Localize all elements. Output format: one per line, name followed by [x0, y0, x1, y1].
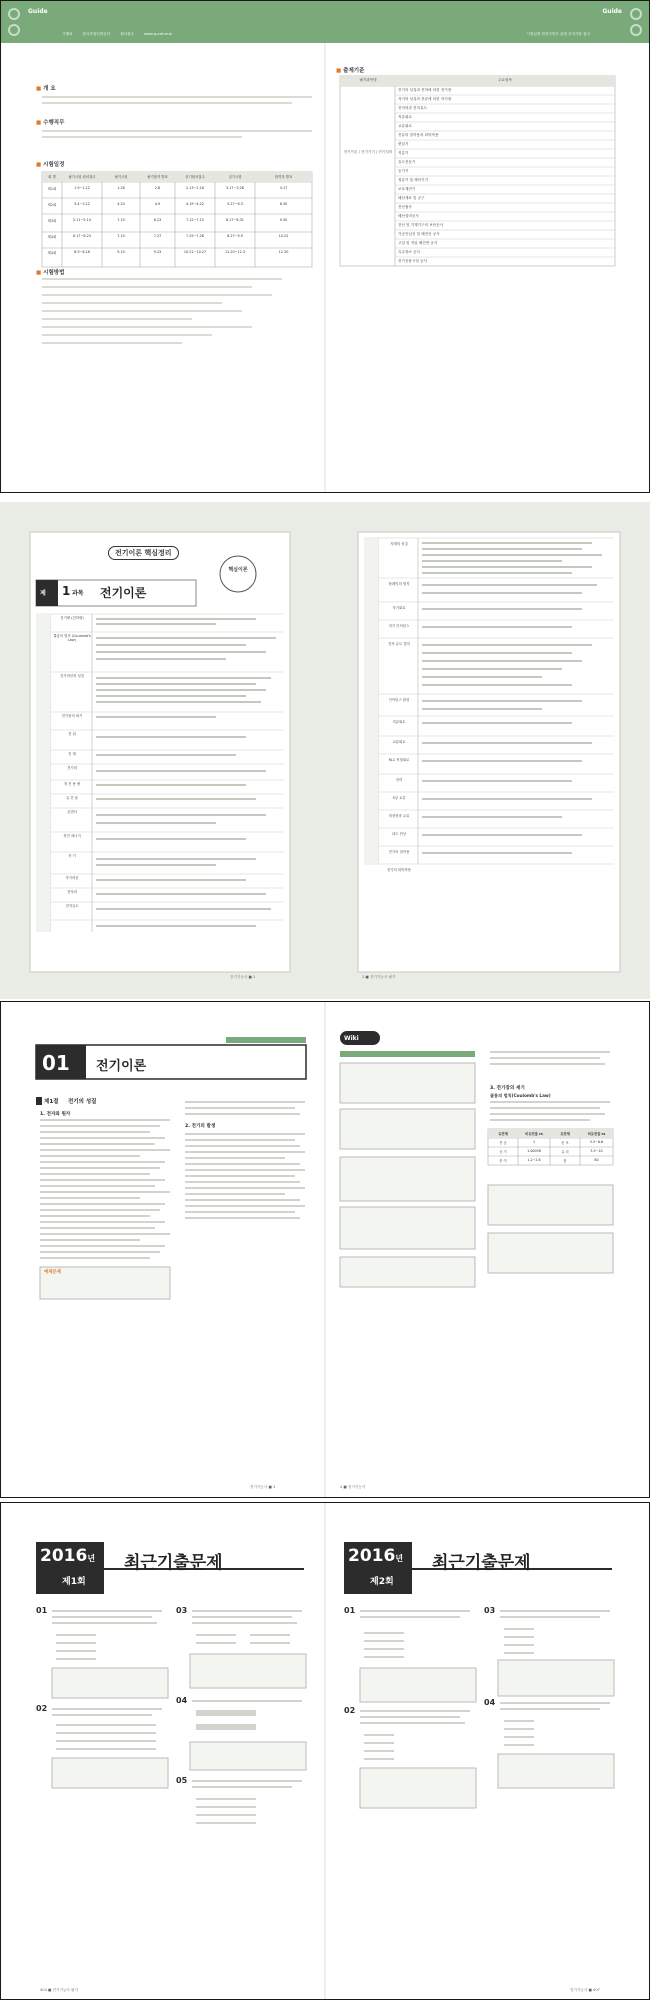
chapter-number: 01 — [42, 1051, 70, 1075]
core-topic-label: 전기력선의 성질 — [59, 674, 84, 678]
core-badge: 전기이론 핵심정리 — [108, 546, 179, 560]
section-duties-label: 수행직무 — [43, 120, 65, 126]
exam-round-right: 제2회 — [370, 1577, 394, 1587]
schedule-cell: 2.8 — [154, 186, 161, 190]
exam-spread-art — [0, 1502, 650, 2000]
permittivity-cell: 운 모 — [561, 1141, 569, 1145]
subject-group: 전기이론 / 전기기기 / 전기설비 — [343, 150, 393, 154]
page-footer-left: 404 ■ 전기기능사 필기 — [40, 1988, 78, 1992]
wiki-badge: Wiki — [344, 1035, 359, 1042]
schedule-cell: 3.17~3.28 — [226, 186, 244, 190]
schedule-cell: 7.27 — [153, 234, 162, 238]
subject-item: 특수장소 공사 — [398, 250, 420, 254]
core-topic-label: 유 전 율 — [66, 796, 78, 800]
permittivity-cell: 1.00058 — [527, 1149, 541, 1153]
subject-item: 자기의 성질과 전류에 의한 자기장 — [398, 97, 452, 101]
schedule-col: 필기시험 — [114, 175, 128, 179]
schedule-cell: 제3회 — [47, 219, 57, 223]
schedule-cell: 11.20~12.3 — [224, 250, 246, 254]
core-topic-label: 3상 교류 — [392, 796, 406, 800]
guide-spread-art — [0, 0, 650, 493]
core-topic-label: 전기력 — [67, 766, 77, 770]
core-topic-label: 전력 — [395, 778, 403, 782]
schedule-col: 실기시험 — [228, 175, 242, 179]
schedule-cell: 4.9 — [154, 202, 161, 206]
core-topic-label: 전기의 화학작용 — [386, 868, 411, 872]
permittivity-cell: 비유전율 εs — [587, 1132, 606, 1136]
schedule-cell: 7.12~7.15 — [186, 218, 204, 222]
permittivity-cell: 진 공 — [499, 1141, 507, 1145]
page-footer-left: 전기기능사 ■ 1 — [230, 975, 256, 979]
question-number: 02 — [344, 1706, 356, 1715]
schedule-row — [42, 186, 312, 191]
exam-year-left-num: 2016 — [40, 1546, 88, 1566]
page-footer-right: 4 ■ 전기기능사 — [340, 1485, 366, 1489]
section-title: 전기의 성질 — [68, 1099, 97, 1105]
schedule-cell: 10.21~10.27 — [183, 250, 207, 254]
core-topic-label: 과도 현상 — [391, 832, 407, 836]
spread-guide — [0, 0, 650, 493]
permittivity-cell: 유전체 — [498, 1132, 508, 1136]
core-topic-label: 콘덴서 — [67, 810, 77, 814]
schedule-cell: 6.17~6.23 — [73, 234, 91, 238]
spread-chapter-theory — [0, 1001, 650, 1498]
section-schedule: ■ 시험일정 — [36, 162, 65, 168]
subject-item: 배선설비공사 — [398, 214, 419, 218]
question-number: 01 — [344, 1606, 356, 1615]
heading-2: 2. 전기의 발생 — [185, 1124, 216, 1129]
subject-item: 배선재료 및 공구 — [398, 196, 425, 200]
spread-core-summary — [0, 502, 650, 999]
core-topic-label: 비정현파 교류 — [388, 814, 410, 818]
core-topic-label: 전자유도 — [65, 904, 79, 908]
core-topic-label: 전자력 — [67, 890, 77, 894]
core-topic-label: 정전 에너지 — [63, 834, 81, 838]
schedule-col: 합격자 발표 — [274, 175, 293, 179]
schedule-cell: 제2회 — [47, 203, 57, 207]
exam-year-left — [40, 1546, 95, 1566]
section-method-label: 시험방법 — [43, 270, 65, 276]
exam-year-right — [348, 1546, 403, 1566]
core-topic-label: 정 전 용 량 — [63, 782, 81, 786]
heading-3: 3. 전기장의 세기 — [490, 1086, 525, 1091]
subject-item: 전선 및 기계기구의 보안공사 — [398, 223, 444, 227]
question-number: 04 — [484, 1698, 496, 1707]
schedule-row — [42, 234, 312, 239]
schedule-cell: 9.23 — [153, 250, 162, 254]
subjects-head-2: 주요항목 — [498, 78, 512, 82]
schedule-cell: 1.26 — [117, 186, 125, 190]
schedule-cell: 8.17~8.31 — [226, 218, 244, 222]
chapter-title: 전기이론 — [100, 586, 147, 600]
permittivity-cell: 비유전율 εs — [525, 1132, 543, 1136]
schedule-cell: 제4회 — [47, 251, 57, 255]
core-topic-label: 전기장의 세기 — [61, 714, 83, 718]
subject-item: 직류회로 — [398, 115, 412, 119]
permittivity-cell: 1.2~2.6 — [527, 1158, 541, 1162]
permittivity-cell: 유 리 — [561, 1150, 569, 1154]
core-topic-label: 전 계 — [68, 752, 76, 756]
permittivity-cell: 5.5~6.6 — [589, 1140, 604, 1144]
core-topic-label: 직류회로 — [392, 720, 406, 724]
spread-past-exams — [0, 1502, 650, 2000]
guide-tab-left: Guide — [28, 8, 48, 15]
schedule-row — [42, 218, 312, 223]
subject-item: 전기의 성질과 전하에 의한 전기장 — [398, 88, 452, 92]
subject-item: 가공인입선 및 배전선 공사 — [398, 232, 440, 236]
permittivity-cell: 공 기 — [499, 1150, 507, 1154]
schedule-cell: 2.13~2.16 — [186, 186, 204, 190]
exam-year-right-suffix: 년 — [395, 1554, 404, 1563]
chapter-label: 제 — [40, 590, 46, 597]
theory-spread-art — [0, 1001, 650, 1498]
schedule-cell: 8.9~8.16 — [74, 250, 90, 254]
subject-item: 고압 및 저압 배전반 공사 — [398, 241, 438, 245]
summary-spread-art — [0, 502, 650, 999]
section-subjects-label: 출제기준 — [343, 68, 365, 74]
schedule-cell: 5.11~5.14 — [73, 218, 91, 222]
core-topic-label: 플레밍의 법칙 — [388, 582, 410, 586]
schedule-col: 필기합격 발표 — [147, 175, 168, 179]
page-footer-right: 2 ■ 전기기능사 필기 — [362, 975, 396, 979]
page-footer-right: 전기기능사 ■ 407 — [570, 1988, 600, 1992]
core-topic-label: 전기량 (전하량) — [60, 616, 84, 620]
schedule-cell: 5.27~6.3 — [227, 202, 243, 206]
subject-item: 전선접속 — [398, 205, 412, 209]
section-tag: 제1절 — [44, 1099, 59, 1105]
core-topic-label: 자기력선 — [65, 876, 79, 880]
permittivity-row — [488, 1140, 613, 1145]
core-topic-label: 쿨롱의 법칙 (Coulomb's Law) — [53, 634, 91, 642]
subject-item: 전기응용시설 공사 — [398, 259, 427, 263]
core-topic-label: 자기회로 — [392, 606, 406, 610]
exam-title-right: 최근기출문제 — [432, 1553, 531, 1573]
question-number: 02 — [36, 1704, 48, 1713]
schedule-cell: 7.10 — [117, 234, 125, 238]
header-item: 원서접수 — [120, 32, 135, 36]
schedule-cell: 6.30 — [279, 202, 288, 206]
schedule-cell: 4.17 — [279, 186, 288, 190]
section-schedule-label: 시험일정 — [43, 162, 65, 168]
exam-round-left: 제1회 — [62, 1577, 86, 1587]
coulomb-heading: 쿨롱의 법칙(Coulomb's Law) — [490, 1093, 551, 1098]
schedule-col: 필기시험 원서접수 — [68, 175, 96, 179]
schedule-cell: 제4회 — [47, 235, 57, 239]
core-topic-label: 교류회로 — [392, 740, 406, 744]
permittivity-row — [488, 1158, 613, 1163]
subject-item: 정류기 및 제어기기 — [398, 178, 429, 182]
schedule-cell: 7.25~7.28 — [186, 234, 204, 238]
schedule-cell: 4.24 — [117, 202, 125, 206]
schedule-cell: 12.30 — [278, 250, 289, 254]
permittivity-cell: 유전체 — [560, 1132, 570, 1136]
heading-1: 1. 전자와 원자 — [40, 1112, 71, 1117]
permittivity-cell: 종 이 — [499, 1159, 507, 1163]
core-stamp: 핵심이론 — [228, 567, 248, 573]
schedule-col: 회 별 — [48, 175, 56, 179]
subject-item: 교류회로 — [398, 124, 412, 128]
permittivity-row — [488, 1131, 613, 1136]
chapter-title: 전기이론 — [96, 1059, 147, 1074]
section-method: ■ 시험방법 — [36, 270, 65, 276]
question-number: 03 — [176, 1606, 188, 1615]
schedule-cell: 9.10 — [117, 250, 125, 254]
header-item: 한국산업인력공단 — [82, 32, 111, 36]
subject-item: 유도전동기 — [398, 160, 416, 164]
subject-item: 변압기 — [398, 142, 409, 146]
subject-item: 동기기 — [398, 169, 409, 173]
schedule-cell: 8.27~9.9 — [227, 234, 243, 238]
schedule-row — [42, 202, 312, 207]
schedule-cell: 제1회 — [47, 187, 57, 191]
section-overview: ■ 개 요 — [36, 86, 56, 92]
core-topic-label: 자기 인덕턴스 — [388, 624, 410, 628]
core-topic-label: 자계의 성질 — [390, 542, 408, 546]
schedule-cell: 7.10 — [117, 218, 125, 222]
subject-item: 직류기 — [398, 151, 409, 155]
chapter-suffix: 과목 — [72, 590, 84, 597]
question-number: 03 — [484, 1606, 496, 1615]
permittivity-cell: 물 — [563, 1159, 567, 1163]
guide-tab-right: Guide — [602, 8, 622, 15]
core-topic-label: 인덕턴스 합성 — [388, 698, 410, 702]
schedule-col: 실기원서접수 — [185, 175, 205, 179]
core-topic-label: 전자 유도 법칙 — [388, 642, 410, 646]
subject-item: 보호계전기 — [398, 187, 416, 191]
subjects-head-1: 필기과목명 — [359, 78, 377, 82]
section-duties: ■ 수행직무 — [36, 120, 65, 126]
header-item: www.q-net.or.kr — [144, 32, 173, 36]
section-subjects: ■ 출제기준 — [336, 68, 365, 74]
permittivity-cell: 80 — [594, 1158, 599, 1162]
exam-year-left-suffix: 년 — [87, 1554, 96, 1563]
schedule-cell: 3.4~3.12 — [74, 202, 90, 206]
header-meta — [62, 32, 172, 37]
core-topic-label: 전기의 열작용 — [388, 850, 410, 854]
exam-year-right-num: 2016 — [348, 1546, 396, 1566]
schedule-cell: 9.30 — [279, 218, 288, 222]
schedule-cell: 1.9~1.12 — [74, 186, 90, 190]
question-number: 04 — [176, 1696, 188, 1705]
permittivity-row — [488, 1149, 613, 1154]
core-topic-label: RLC 직렬회로 — [388, 758, 410, 762]
section-overview-label: 개 요 — [43, 86, 56, 92]
header-note: 시험일정 변경사항은 큐넷 공지사항 참고 — [526, 32, 590, 36]
schedule-header — [42, 174, 312, 179]
exam-title-left: 최근기출문제 — [124, 1553, 223, 1573]
subject-item: 전류의 열작용과 화학작용 — [398, 133, 439, 137]
core-topic-label: 전 위 — [68, 732, 76, 736]
chapter-number: 1 — [62, 584, 71, 598]
schedule-cell: 10.22 — [278, 234, 289, 238]
schedule-cell: 6.23 — [153, 218, 162, 222]
core-topic-label: 자 기 — [68, 854, 76, 858]
question-number: 01 — [36, 1606, 48, 1615]
question-number: 05 — [176, 1776, 188, 1785]
permittivity-cell: 1 — [532, 1140, 536, 1144]
example-label: 예제문제 — [44, 1270, 61, 1275]
schedule-row — [42, 250, 312, 255]
header-item: 시행처 — [62, 32, 73, 36]
permittivity-cell: 3.5~10 — [590, 1149, 603, 1153]
page-footer-left: 전기기능사 ■ 3 — [250, 1485, 276, 1489]
subject-item: 전자력과 전자유도 — [398, 106, 427, 110]
schedule-cell: 4.19~4.22 — [186, 202, 204, 206]
